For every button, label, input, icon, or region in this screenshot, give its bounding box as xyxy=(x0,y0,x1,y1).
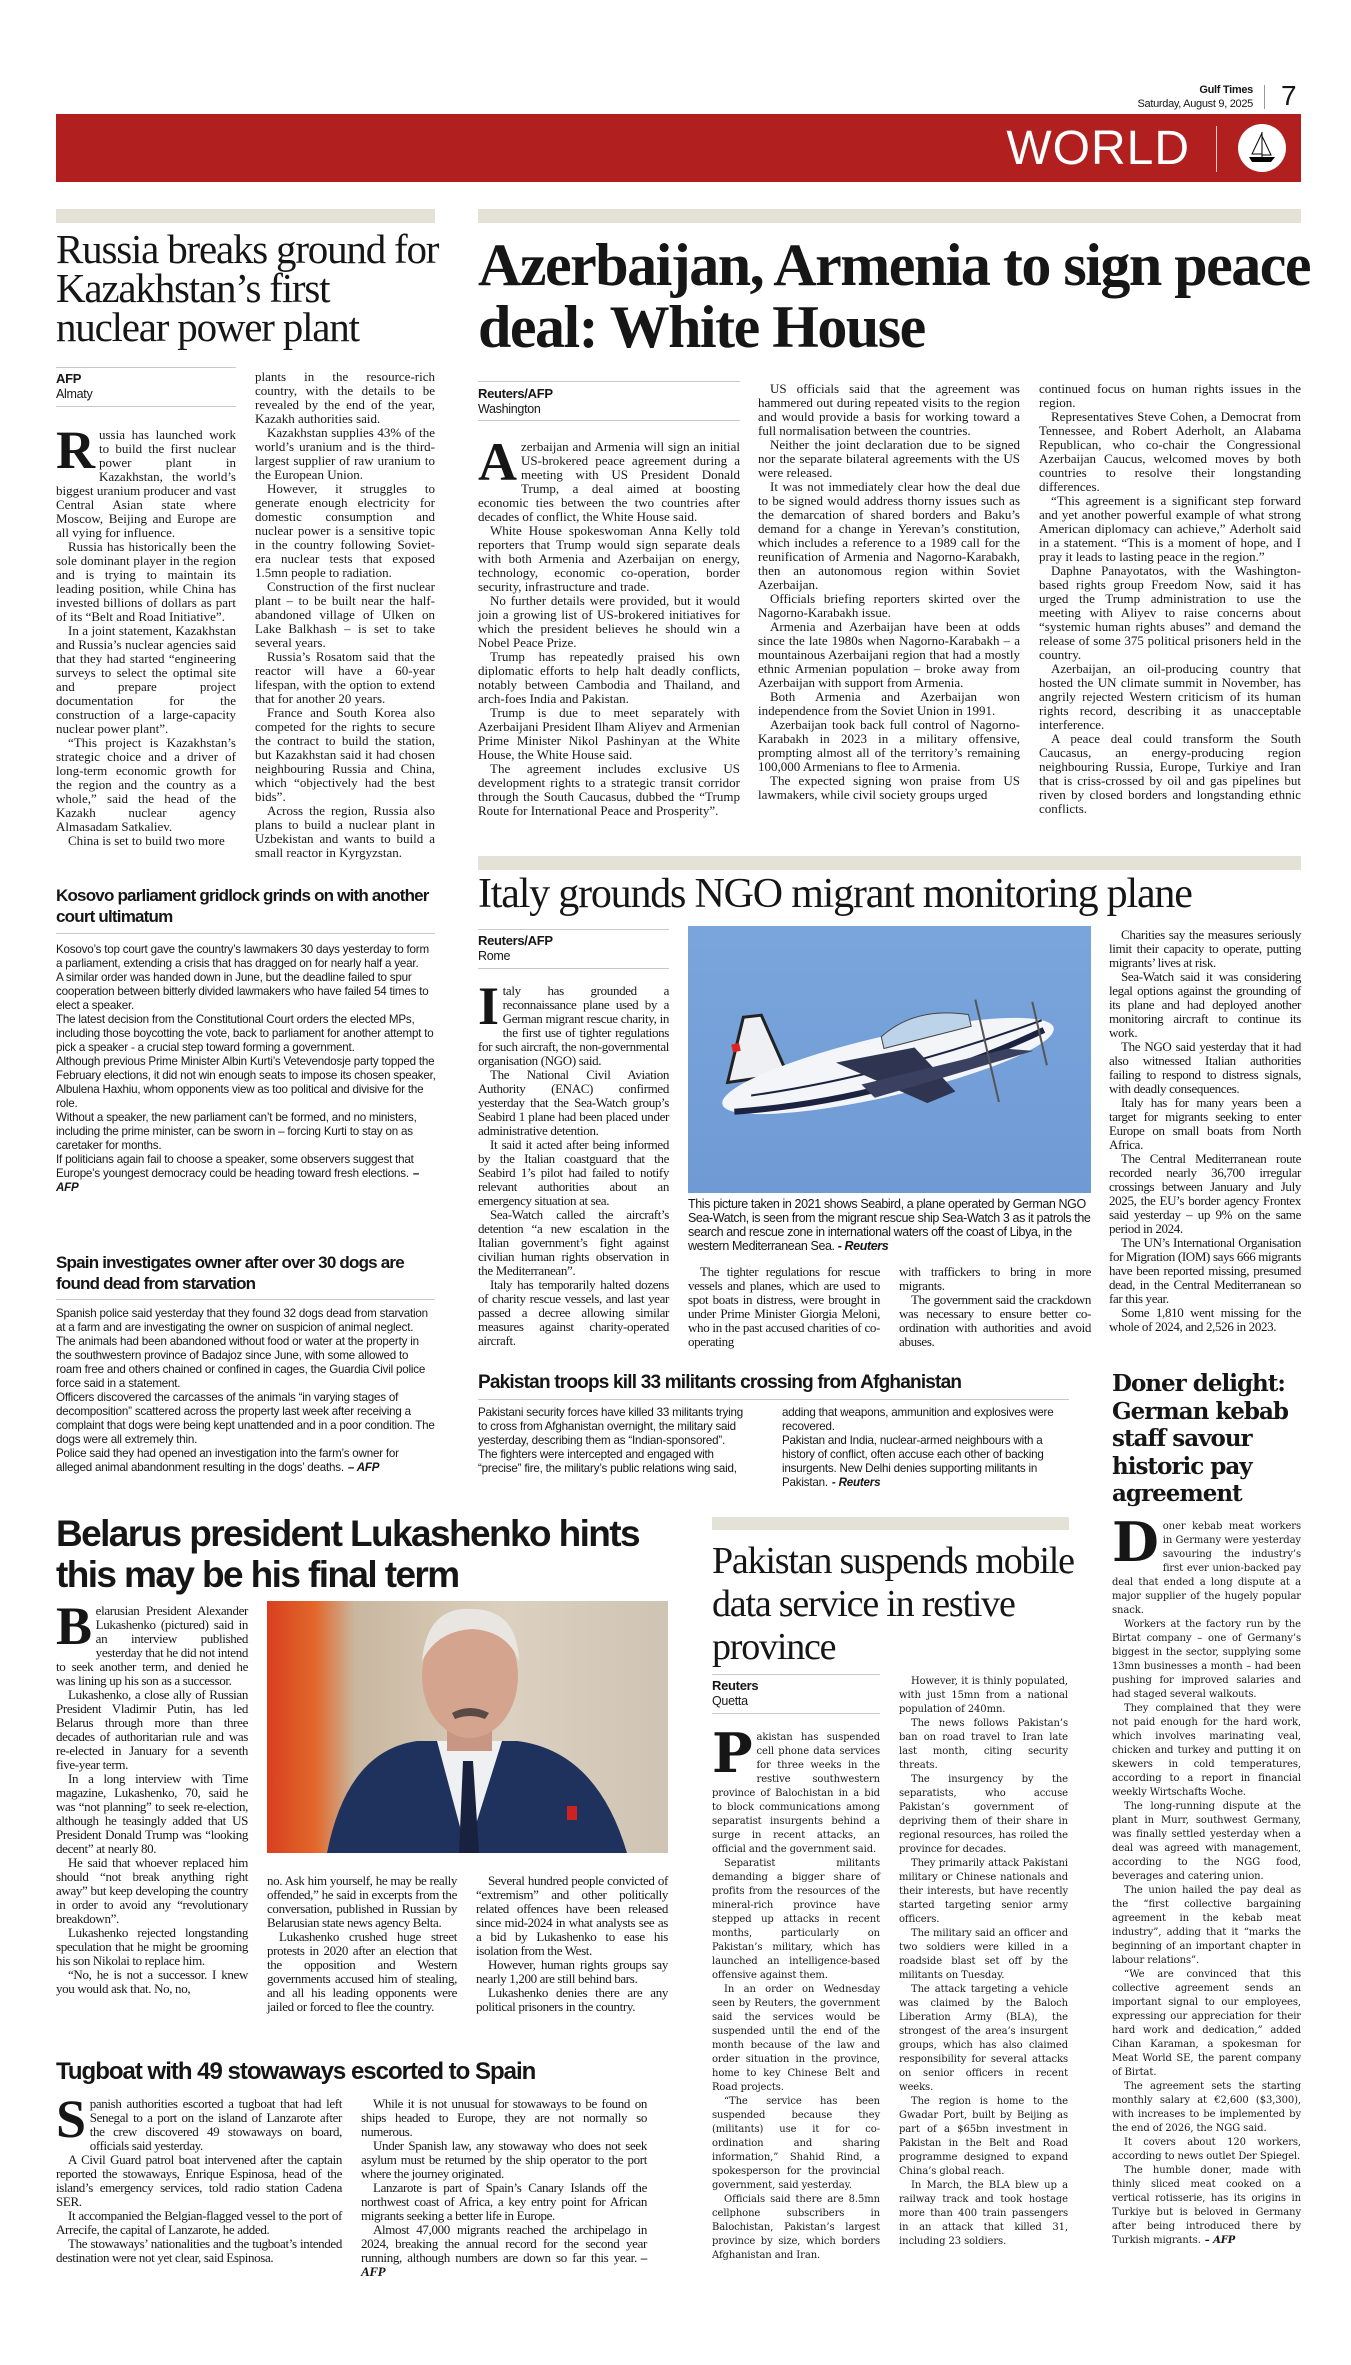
paragraph-text: The union hailed the pay deal as the “first collective bargaining agreement in the kebab meat industry”, adding that it “marks the beginning of an important chapter in labour relations”. xyxy=(1112,1885,1301,1966)
paragraph-text: While it is not unusual for stowaways to be found on ships headed to Europe, they are not normally so numerous. xyxy=(361,2096,647,2139)
paragraph xyxy=(56,1013,436,1055)
paragraph xyxy=(267,1874,457,1930)
section-accent-bar xyxy=(478,209,1301,223)
paragraph xyxy=(255,804,435,860)
lukashenko-portrait-photo xyxy=(267,1601,668,1853)
paragraph-text: Some 1,810 went missing for the whole of 2024, and 2,526 in 2023. xyxy=(1109,1305,1301,1334)
byline-rule xyxy=(712,1674,880,1675)
paragraph-text: The tighter regulations for rescue vessels and planes, which are used to spot boats in distress, were brought in under Prime Minister Giorgia Meloni, who in the past accused charities of co-operating xyxy=(688,1264,880,1349)
paragraph xyxy=(758,690,1020,718)
agency-credit: – AFP xyxy=(56,1167,420,1194)
paragraph xyxy=(712,2193,880,2263)
masthead-divider xyxy=(1264,85,1265,109)
pakistan-data-headline: Pakistan suspends mobile data service in restive province xyxy=(712,1540,1074,1668)
paragraph xyxy=(56,1596,249,1688)
tugboat-column-1 xyxy=(56,2089,342,2265)
doner-body xyxy=(1112,1510,1301,2248)
paragraph xyxy=(1112,1618,1301,1702)
paragraph xyxy=(899,1293,1091,1349)
paragraph-text: They primarily attack Pakistani military or Chinese nationals and their interests, but have recently started targeting senior army officers. xyxy=(899,1858,1068,1925)
paragraph xyxy=(758,438,1020,480)
azerbaijan-column-2 xyxy=(758,382,1020,802)
paragraph xyxy=(1039,410,1301,494)
section-accent-bar xyxy=(712,1517,1069,1530)
byline-rule xyxy=(56,406,236,407)
paragraph xyxy=(1109,1306,1301,1334)
paragraph xyxy=(478,650,740,706)
paragraph-text: In a joint statement, Kazakhstan and Russia’s nuclear agencies said that they had started “engineering surveys to select the optimal site and prepare project documentation for the construction of a large-capacity nuclear power plant”. xyxy=(56,623,236,736)
section-accent-bar xyxy=(56,209,435,223)
paragraph xyxy=(478,1068,669,1138)
paragraph xyxy=(1109,970,1301,1040)
paragraph-text: Azerbaijan and Armenia will sign an initial US-brokered peace agreement during a meeting with US President Donald Trump, a deal aimed at boosting economic ties between the two countries after decades of conflict, the White House said. xyxy=(478,432,740,524)
paragraph-text: It accompanied the Belgian-flagged vessel to the port of Arrecife, the capital of Lanzarote, he added. xyxy=(56,2208,342,2237)
paragraph xyxy=(476,1874,668,1958)
paragraph xyxy=(1112,1968,1301,2080)
spain-dogs-body xyxy=(56,1307,436,1475)
paragraph-text: A similar order was handed down in June, but the deadline failed to spur cooperation between bitterly divided lawmakers who have failed 54 times to elect a speaker. xyxy=(56,971,429,1012)
belarus-column-3 xyxy=(476,1874,668,2014)
paragraph-text: No further details were provided, but it would join a growing list of US-brokered initiatives for which the president believes he should win a Nobel Peace Prize. xyxy=(478,593,740,650)
byline-rule xyxy=(478,381,740,382)
paragraph xyxy=(712,2095,880,2193)
italy-headline: Italy grounds NGO migrant monitoring plane xyxy=(478,871,1192,917)
paragraph-text: The stowaways’ nationalities and the tugboat’s intended destination were not yet clear, said Espinosa. xyxy=(56,2236,342,2265)
paragraph xyxy=(1112,1702,1301,1800)
paragraph-text: Almost 47,000 migrants reached the archipelago in 2024, breaking the annual record for the second year running, although numbers are down so far this year. xyxy=(361,2222,647,2265)
paragraph xyxy=(56,1856,248,1926)
paragraph-text: Neither the joint declaration due to be signed nor the separate bilateral agreements with the US were released. xyxy=(758,437,1020,480)
paragraph-text: Lukashenko rejected longstanding speculation that he might be grooming his son Nikolai to replace him. xyxy=(56,1925,248,1968)
paragraph-text: “No, he is not a successor. I knew you would ask that. No, no, xyxy=(56,1967,248,1996)
paragraph-text: The NGO said yesterday that it had also witnessed Italian authorities failing to respond to distress signals, with deadly consequences. xyxy=(1109,1039,1301,1096)
paragraph xyxy=(712,1983,880,2095)
paragraph-text: Kazakhstan supplies 43% of the world’s uranium and is the third-largest supplier of raw uranium to the European Union. xyxy=(255,425,435,482)
paragraph-text: Officials briefing reporters skirted over the Nagorno-Karabakh issue. xyxy=(758,591,1020,620)
paragraph xyxy=(712,1721,880,1857)
paragraph xyxy=(478,762,740,818)
paragraph xyxy=(255,370,435,426)
tugboat-column-2 xyxy=(361,2097,647,2279)
agency-credit: - Reuters xyxy=(831,1476,881,1489)
paragraph-text: with traffickers to bring in more migrants. xyxy=(899,1264,1091,1293)
azerbaijan-headline: Azerbaijan, Armenia to sign peace deal: White House xyxy=(478,232,1311,360)
paragraph-text: Officials said there are 8.5mn cellphone subscribers in Balochistan, Pakistan’s largest province by size, which borders Afghanistan and Iran. xyxy=(712,2194,880,2261)
paragraph xyxy=(758,620,1020,690)
caption-text: This picture taken in 2021 shows Seabird, a plane operated by German NGO Sea-Watch, is seen from the migrant rescue ship Sea-Watch 3 as it patrols the search and rescue zone in international waters off the coast of Libya, in the western Mediterranean Sea. xyxy=(688,1197,1091,1253)
paragraph xyxy=(361,2223,647,2279)
paragraph-text: The agreement sets the starting monthly salary at €2,600 ($3,300), with increases to be implemented by the end of 2026, the NGG said. xyxy=(1112,2081,1301,2134)
paragraph-text: However, it is thinly populated, with just 15mn from a national population of 240mn. xyxy=(899,1676,1068,1715)
paragraph-text: Both Armenia and Azerbaijan won independence from the Soviet Union in 1991. xyxy=(758,689,1020,718)
paragraph xyxy=(782,1406,1069,1434)
paragraph xyxy=(1039,494,1301,564)
paragraph xyxy=(56,1926,248,1968)
paragraph-text: The attack targeting a vehicle was claimed by the Baloch Liberation Army (BLA), the strongest of the area’s insurgent groups, which has also claimed responsibility for several attacks on senior officers in recent weeks. xyxy=(899,1984,1068,2093)
section-title: WORLD xyxy=(1006,122,1190,175)
paragraph xyxy=(1109,1040,1301,1096)
paragraph-text: Trump is due to meet separately with Azerbaijani President Ilham Aliyev and Armenian Prime Minister Nikol Pashinyan at the White House, the White House said. xyxy=(478,705,740,762)
paragraph xyxy=(1039,564,1301,662)
paragraph-text: The region is home to the Gwadar Port, built by Beijing as part of a $65bn investment in Pakistan in the Belt and Road programme designed to expand China’s global reach. xyxy=(899,2096,1068,2177)
paragraph xyxy=(899,1773,1068,1857)
paragraph-text: Italy has for many years been a target for migrants seeking to enter Europe on small boats from North Africa. xyxy=(1109,1095,1301,1152)
paragraph xyxy=(899,2179,1068,2249)
russia-headline: Russia breaks ground for Kazakhstan’s first nuclear power plant xyxy=(56,226,439,350)
paragraph-text: The news follows Pakistan’s ban on road travel to Iran late last month, citing security threats. xyxy=(899,1718,1068,1771)
paragraph-text: Sea-Watch called the aircraft’s detention “a new escalation in the Italian government’s fight against civilian human rights observation in the Mediterranean”. xyxy=(478,1207,669,1278)
paragraph-text: In a long interview with Time magazine, Lukashenko, 70, said he was “not planning” to seek re-election, although he teasingly added that US President Donald Trump was “looking decent” at nearly 80. xyxy=(56,1771,248,1856)
paragraph xyxy=(56,1391,436,1447)
paragraph xyxy=(255,706,435,804)
azerbaijan-column-3 xyxy=(1039,382,1301,816)
page-number: 7 xyxy=(1281,80,1297,111)
russia-column-2 xyxy=(255,370,435,860)
paragraph-text: The UN’s International Organisation for Migration (IOM) says 666 migrants have been reported missing, presumed dead, in the Central Mediterranean so far this year. xyxy=(1109,1235,1301,1306)
italy-column-1 xyxy=(478,976,669,1348)
paragraph-text: The humble doner, made with thinly sliced meat cooked on a vertical rotisserie, has its origins in Turkiye but is beloved in Germany after being introduced there by Turkish migrants. xyxy=(1112,2165,1301,2246)
paragraph xyxy=(1112,2164,1301,2248)
paragraph xyxy=(56,2209,342,2237)
paragraph-text: Kosovo’s top court gave the country’s lawmakers 30 days yesterday to form a parliament, extending a crisis that has dragged on for nearly half a year. xyxy=(56,943,429,970)
paragraph xyxy=(56,1688,248,1772)
byline-rule xyxy=(478,968,669,969)
italy-column-4 xyxy=(1109,928,1301,1334)
caption-credit: - Reuters xyxy=(837,1239,889,1253)
paragraph xyxy=(56,2089,342,2153)
dhow-boat-icon xyxy=(1238,124,1286,172)
paragraph xyxy=(56,1335,436,1391)
paragraph xyxy=(1109,928,1301,970)
paragraph-text: The Central Mediterranean route recorded nearly 36,700 irregular crossings between January and July 2025, the EU’s border agency Frontex said yesterday – up 9% on the same period in 2024. xyxy=(1109,1151,1301,1236)
paragraph-text: Pakistan has suspended cell phone data services for three weeks in the restive southwestern province of Balochistan in a bid to block communications among separatist insurgents behind a surge in recent attacks, an official and the government said. xyxy=(712,1721,880,1855)
paragraph-text: A Civil Guard patrol boat intervened after the captain reported the stowaways, Enrique Espinosa, head of the island’s emergency services, told radio station Cadena SER. xyxy=(56,2152,342,2209)
paragraph xyxy=(758,718,1020,774)
azerbaijan-agency: Reuters/AFP xyxy=(478,386,553,401)
kosovo-body xyxy=(56,943,436,1195)
headline-rule xyxy=(56,933,435,934)
paragraph-text: Lukashenko denies there are any political prisoners in the country. xyxy=(476,1985,668,2014)
belarus-column-2 xyxy=(267,1874,457,2014)
paragraph xyxy=(758,774,1020,802)
paragraph-text: Workers at the factory run by the Birtat company – one of Germany’s biggest in the sector, supplying some 13mn businesses a month – had been pushing for improved salaries and had staged several walkouts. xyxy=(1112,1619,1301,1700)
paragraph-text: The fighters were intercepted and engaged with “precise” fire, the military’s public relations wing said, xyxy=(478,1448,737,1475)
paragraph-text: Trump has repeatedly praised his own diplomatic efforts to help halt deadly conflicts, notably between Cambodia and Thailand, and arch-foes India and Pakistan. xyxy=(478,649,740,706)
paragraph-text: Daphne Panayotatos, with the Washington-based rights group Freedom Now, said it has urged the Trump administration to use the meeting with Aliyev to raise concerns about “systemic human rights abuses” and demand the release of some 375 political prisoners held in the country. xyxy=(1039,563,1301,662)
paragraph-text: Without a speaker, the new parliament can’t be formed, and no ministers, including the prime minister, can be sworn in – forcing Kurti to stay on as caretaker for months. xyxy=(56,1111,417,1152)
paragraph xyxy=(1112,1800,1301,1884)
paragraph-text: Representatives Steve Cohen, a Democrat from Tennessee, and Robert Aderholt, an Alabama Republican, who co-chair the Congressional Azerbaijan Caucus, welcomed moves by both countries to resolve their longstanding differences. xyxy=(1039,409,1301,494)
russia-agency: AFP xyxy=(56,371,82,386)
paragraph-text: Across the region, Russia also plans to build a nuclear plant in Uzbekistan and wants to build a small reactor in Kyrgyzstan. xyxy=(255,803,435,860)
paragraph xyxy=(478,706,740,762)
paragraph xyxy=(56,1968,248,1996)
paragraph-text: It was not immediately clear how the deal due to be signed would address thorny issues such as the demarcation of shared borders and Baku’s demand for a change in Yerevan’s constitution, which includes a reference to a 1989 call for the reunification of Armenia and Nagorno-Karabakh, then an autonomous region within Soviet Azerbaijan. xyxy=(758,479,1020,592)
paragraph-text: Azerbaijan, an oil-producing country that hosted the UN climate summit in November, has angrily rejected Western criticism of its human rights record, describing it as unacceptable interference. xyxy=(1039,661,1301,732)
byline-rule xyxy=(56,367,236,368)
paragraph xyxy=(56,834,236,848)
paragraph-text: Russia has launched work to build the first nuclear power plant in Kazakhstan, the world’s biggest uranium producer and vast Central Asian state where Moscow, Beijing and Europe are all vying for influence. xyxy=(56,420,236,540)
pakistan-troops-column-1 xyxy=(478,1406,749,1476)
paragraph xyxy=(255,426,435,482)
paragraph-text: In an order on Wednesday seen by Reuters, the government said the services would be suspended until the end of the month because of the law and order situation in the province, home to key Chinese Belt and Road projects. xyxy=(712,1984,880,2093)
paragraph xyxy=(476,1986,668,2014)
paragraph xyxy=(782,1434,1069,1490)
paragraph-text: “The service has been suspended because they (militants) use it for co-ordination and sharing information,” Shahid Rind, a spokesperson for the provincial government, said yesterday. xyxy=(712,2096,880,2191)
italy-photo-caption xyxy=(688,1197,1093,1253)
paragraph xyxy=(56,2153,342,2209)
byline-rule xyxy=(712,1713,880,1714)
paragraph-text: The long-running dispute at the plant in Murr, southwest Germany, was finally settled yesterday when a deal was agreed with management, according to the NGG food, beverages and catering union. xyxy=(1112,1801,1301,1882)
belarus-column-1 xyxy=(56,1596,249,1996)
paragraph-text: Pakistan and India, nuclear-armed neighbours with a history of conflict, often accuse each other of backing insurgents. New Delhi denies supporting militants in Pakistan. xyxy=(782,1434,1044,1489)
paragraph-text: “This agreement is a significant step forward and yet another powerful example of what strong American diplomacy can achieve,” Aderholt said in a statement. “This is a moment of hope, and I pray it leads to lasting peace in the region.” xyxy=(1039,493,1301,564)
seabird-plane-photo xyxy=(688,926,1091,1193)
spain-dogs-headline: Spain investigates owner after over 30 dogs are found dead from starvation xyxy=(56,1253,404,1293)
issue-date: Saturday, August 9, 2025 xyxy=(1137,98,1253,110)
paragraph-text: It said it acted after being informed by the Italian coastguard that the Seabird 1’s pilot had failed to notify relevant authorities about an emergency situation at sea. xyxy=(478,1137,669,1208)
paragraph-text: In March, the BLA blew up a railway track and took hostage more than 400 train passengers in an attack that killed 31, including 23 soldiers. xyxy=(899,2180,1068,2247)
pakistan-troops-column-2 xyxy=(782,1406,1069,1490)
paragraph-text: Officers discovered the carcasses of the animals “in varying stages of decomposition” scattered across the property last week after receiving a complaint that dogs were being kept unattended and in a poor condition. The dogs were all extremely thin. xyxy=(56,1391,435,1446)
paragraph-text: “This project is Kazakhstan’s strategic choice and a driver of long-term economic growth for the region and the country as a whole,” said the head of the Kazakh nuclear agency Almasadam Satkaliev. xyxy=(56,735,236,834)
paragraph xyxy=(255,482,435,580)
paragraph-text: A peace deal could transform the South Caucasus, an energy-producing region neighbouring Russia, Europe, Turkiye and Iran that is criss-crossed by oil and gas pipelines but riven by closed borders and longstanding ethnic conflicts. xyxy=(1039,731,1301,816)
italy-agency: Reuters/AFP xyxy=(478,933,553,948)
paragraph xyxy=(56,1772,248,1856)
paragraph-text: The agreement includes exclusive US development rights to a strategic transit corridor through the South Caucasus, dubbed the “Trump Route for International Peace and Prosperity”. xyxy=(478,761,740,818)
paragraph-text: However, it struggles to generate enough electricity for domestic consumption and nuclear power is a sensitive topic in the country following Soviet-era nuclear tests that exposed 1.5mn people to radiation. xyxy=(255,481,435,580)
paragraph-text: The National Civil Aviation Authority (ENAC) confirmed yesterday that the Sea-Watch group’s Seabird 1 plane had been placed under administrative detention. xyxy=(478,1067,669,1138)
paragraph xyxy=(56,1153,436,1195)
paragraph xyxy=(1109,1152,1301,1236)
paragraph xyxy=(56,540,236,624)
paragraph-text: Although previous Prime Minister Albin Kurti’s Vetevendosje party topped the February elections, it did not win enough seats to impose its chosen speaker, Albulena Haxhiu, whom opponents view as too political and divisive for the role. xyxy=(56,1055,436,1110)
paragraph xyxy=(56,420,236,540)
paragraph xyxy=(1112,2080,1301,2136)
paragraph xyxy=(758,382,1020,438)
paragraph-text: no. Ask him yourself, he may be really offended,” he said in excerpts from the conversation, published in Russian by Belarusian state news agency Belta. xyxy=(267,1873,457,1930)
paragraph-text: Russia has historically been the sole dominant player in the region and is trying to maintain its leading position, while China has invested billions of dollars as part of its “Belt and Road Initiative”. xyxy=(56,539,236,624)
pakistan-data-column-1 xyxy=(712,1721,880,2263)
paragraph xyxy=(1112,1510,1301,1618)
paragraph xyxy=(478,524,740,594)
paragraph-text: If politicians again fail to choose a speaker, some observers suggest that Europe’s youngest democracy could be heading toward fresh elections. xyxy=(56,1153,414,1180)
paragraph-text: Lukashenko crushed huge street protests in 2020 after an election that the opposition and Western governments accused him of stealing, and all his leading opponents were jailed or forced to flee the country. xyxy=(267,1929,457,2014)
paragraph-text: Construction of the first nuclear plant – to be built near the half-abandoned village of Ulken on Lake Balkhash – is set to take several years. xyxy=(255,579,435,650)
azerbaijan-column-1 xyxy=(478,432,740,818)
banner-divider xyxy=(1216,126,1217,172)
paragraph xyxy=(267,1930,457,2014)
paragraph-text: Pakistani security forces have killed 33 militants trying to cross from Afghanistan overnight, the military said yesterday, describing them as “Indian-sponsored”. xyxy=(478,1406,744,1447)
paragraph xyxy=(899,1717,1068,1773)
paragraph xyxy=(758,480,1020,592)
azerbaijan-dateline: Washington xyxy=(478,402,541,416)
italy-dateline: Rome xyxy=(478,949,511,963)
paragraph-text: Lukashenko, a close ally of Russian President Vladimir Putin, has led Belarus through more than three decades of authoritarian rule and was re-elected in January for a seventh five-year term. xyxy=(56,1687,248,1772)
byline-rule xyxy=(478,929,669,930)
paragraph xyxy=(478,1278,669,1348)
agency-credit: – AFP xyxy=(361,2250,647,2279)
paragraph xyxy=(1039,662,1301,732)
newspaper-name: Gulf Times xyxy=(1199,84,1253,96)
paragraph xyxy=(1039,732,1301,816)
paragraph xyxy=(1109,1096,1301,1152)
paragraph-text: Azerbaijan took back full control of Nagorno-Karabakh in 2023 in a military offensive, prompting almost all of the territory’s remaining 100,000 Armenians to flee to Armenia. xyxy=(758,717,1020,774)
paragraph-text: Sea-Watch said it was considering legal options against the grounding of its plane and had deployed another monitoring aircraft to continue its work. xyxy=(1109,969,1301,1040)
paragraph xyxy=(899,1927,1068,1983)
paragraph xyxy=(255,650,435,706)
byline-rule xyxy=(478,420,740,421)
paragraph xyxy=(56,1447,436,1475)
paragraph-text: However, human rights groups say nearly 1,200 are still behind bars. xyxy=(476,1957,668,1986)
paragraph-text: White House spokeswoman Anna Kelly told reporters that Trump would sign separate deals with both Armenia and Azerbaijan on energy, technology, economic co-operation, border security, infrastructure and trade. xyxy=(478,523,740,594)
paragraph-text: The expected signing won praise from US lawmakers, while civil society groups urged xyxy=(758,773,1020,802)
pakistan-data-dateline: Quetta xyxy=(712,1694,748,1708)
paragraph xyxy=(899,1675,1068,1717)
paragraph xyxy=(758,592,1020,620)
paragraph-text: Armenia and Azerbaijan have been at odds since the late 1980s when Nagorno-Karabakh – a mountainous Azerbaijani region that had a mostly ethnic Armenian population – broke away from Azerbaijan with support from Armenia. xyxy=(758,619,1020,690)
paragraph xyxy=(56,736,236,834)
paragraph-text: “We are convinced that this collective agreement sends an important signal to our employees, expressing our appreciation for their hard work and dedication,” added Cihan Karaman, a spokesman for Meat World SE, the parent company of Birtat. xyxy=(1112,1969,1301,2078)
paragraph-text: He said that whoever replaced him should “not break anything right away” but keep developing the country in order to avoid any “revolutionary breakdown”. xyxy=(56,1855,248,1926)
agency-credit: – AFP xyxy=(1204,2235,1236,2246)
paragraph xyxy=(1039,382,1301,410)
paragraph xyxy=(478,594,740,650)
paragraph xyxy=(688,1265,880,1349)
paragraph-text: It covers about 120 workers, according to news outlet Der Spiegel. xyxy=(1112,2137,1301,2162)
italy-column-3 xyxy=(899,1265,1091,1349)
paragraph xyxy=(56,624,236,736)
paragraph-text: The latest decision from the Constitutional Court orders the elected MPs, including those boycotting the vote, back to parliament for another attempt to pick a speaker - a crucial step toward forming a government. xyxy=(56,1013,434,1054)
paragraph xyxy=(56,971,436,1013)
paragraph xyxy=(899,2095,1068,2179)
paragraph-text: Under Spanish law, any stowaway who does not seek asylum must be returned by the ship operator to the port where the journey originated. xyxy=(361,2138,647,2181)
paragraph xyxy=(255,580,435,650)
paragraph xyxy=(899,1983,1068,2095)
paragraph-text: Separatist militants demanding a bigger share of profits from the resources of the mineral-rich province have stepped up attacks in recent months, particularly on Pakistan’s military, which has launched an intelligence-based offensive against them. xyxy=(712,1858,880,1981)
paragraph xyxy=(476,1958,668,1986)
section-banner xyxy=(56,114,1301,182)
kosovo-headline: Kosovo parliament gridlock grinds on with another court ultimatum xyxy=(56,886,429,926)
section-accent-bar xyxy=(478,856,1301,870)
tugboat-headline: Tugboat with 49 stowaways escorted to Spain xyxy=(56,2058,536,2085)
pakistan-data-agency: Reuters xyxy=(712,1678,759,1693)
paragraph xyxy=(1112,2136,1301,2164)
paragraph-text: The insurgency by the separatists, who accuse Pakistan’s government of depriving them of their share in regional resources, has roiled the province for decades. xyxy=(899,1774,1068,1855)
paragraph xyxy=(899,1265,1091,1293)
doner-headline: Doner delight: German kebab staff savour historic pay agreement xyxy=(1112,1370,1288,1507)
paragraph-text: China is set to build two more xyxy=(68,833,225,848)
paragraph xyxy=(361,2139,647,2181)
agency-credit: – AFP xyxy=(347,1461,380,1474)
russia-column-1 xyxy=(56,420,236,848)
pakistan-troops-headline: Pakistan troops kill 33 militants crossing from Afghanistan xyxy=(478,1372,962,1393)
paragraph xyxy=(56,1111,436,1153)
paragraph-text: Spanish authorities escorted a tugboat that had left Senegal to a port on the island of Lanzarote after the crew discovered 49 stowaways on board, officials said yesterday. xyxy=(56,2089,342,2153)
paragraph-text: France and South Korea also competed for the rights to secure the contract to build the station, but Kazakhstan said it had chosen neighbouring Russia and China, which “objectively had the best bids”. xyxy=(255,705,435,804)
paragraph xyxy=(361,2181,647,2223)
paragraph-text: Italy has temporarily halted dozens of charity rescue vessels, and last year passed a decree allowing similar measures against charity-operated aircraft. xyxy=(478,1277,669,1348)
paragraph-text: The military said an officer and two soldiers were killed in a roadside blast set off by the militants on Tuesday. xyxy=(899,1928,1068,1981)
russia-dateline: Almaty xyxy=(56,387,93,401)
paragraph-text: plants in the resource-rich country, with the details to be revealed by the end of the year, Kazakh authorities said. xyxy=(255,369,435,426)
paragraph-text: Several hundred people convicted of “extremism” and other politically related offences have been released since mid-2024 in what analysts see as a bid by Lukashenko to ease his isolation from the West. xyxy=(476,1873,668,1958)
italy-column-2 xyxy=(688,1265,880,1349)
pakistan-data-column-2 xyxy=(899,1675,1068,2249)
paragraph-text: Lanzarote is part of Spain’s Canary Islands off the northwest coast of Africa, a key entry point for African migrants seeking a better life in Europe. xyxy=(361,2180,647,2223)
paragraph xyxy=(1112,1884,1301,1968)
paragraph-text: continued focus on human rights issues in the region. xyxy=(1039,381,1301,410)
paragraph xyxy=(478,1208,669,1278)
headline-rule xyxy=(478,1399,1069,1400)
paragraph-text: They complained that they were not paid enough for the hard work, which involves marinating veal, chicken and turkey and putting it on skewers in cold temperatures, according to a report in financial weekly Wirtschafts Woche. xyxy=(1112,1703,1301,1798)
paragraph xyxy=(1109,1236,1301,1306)
paragraph xyxy=(478,1448,749,1476)
paragraph xyxy=(712,1857,880,1983)
paragraph-text: The animals had been abandoned without food or water at the property in the southwestern province of Badajoz since June, with some allowed to roam free and others chained or confined in cages, the Guardia Civil police force said in a statement. xyxy=(56,1335,426,1390)
paragraph xyxy=(478,432,740,524)
belarus-headline: Belarus president Lukashenko hints this may be his final term xyxy=(56,1513,639,1595)
paragraph xyxy=(56,1307,436,1335)
paragraph xyxy=(361,2097,647,2139)
paragraph xyxy=(56,1055,436,1111)
paragraph-text: Charities say the measures seriously limit their capacity to operate, putting migrants’ lives at risk. xyxy=(1109,927,1301,970)
paragraph-text: Belarusian President Alexander Lukashenko (pictured) said in an interview published yesterday that he did not intend to seek another term, and denied he was lining up his son as a successor. xyxy=(56,1596,249,1688)
paragraph xyxy=(56,943,436,971)
paragraph-text: Police said they had opened an investigation into the farm’s owner for alleged animal abandonment resulting in the dogs’ deaths. xyxy=(56,1447,399,1474)
paragraph xyxy=(478,1406,749,1448)
paragraph xyxy=(478,1138,669,1208)
paragraph-text: Russia’s Rosatom said that the reactor will have a 60-year lifespan, with the option to extend that for another 20 years. xyxy=(255,649,435,706)
paragraph-text: Spanish police said yesterday that they found 32 dogs dead from starvation at a farm and are investigating the owner on suspicion of animal neglect. xyxy=(56,1307,428,1334)
paragraph xyxy=(56,2237,342,2265)
paragraph-text: US officials said that the agreement was hammered out during repeated visits to the region and would provide a basis for working toward a full normalisation between the countries. xyxy=(758,381,1020,438)
headline-rule xyxy=(56,1299,435,1300)
paragraph-text: adding that weapons, ammunition and explosives were recovered. xyxy=(782,1406,1054,1433)
paragraph xyxy=(478,976,669,1068)
paragraph-text: The government said the crackdown was necessary to ensure better co-ordination with authorities and avoid abuses. xyxy=(899,1292,1091,1349)
paragraph-text: Doner kebab meat workers in Germany were yesterday savouring the industry’s first ever union-backed pay deal that ended a long dispute at a major supplier of the hugely popular snack. xyxy=(1112,1510,1301,1616)
paragraph-text: Italy has grounded a reconnaissance plane used by a German migrant rescue charity, in the first use of tighter regulations for such aircraft, the non-governmental organisation (NGO) said. xyxy=(478,976,669,1068)
paragraph xyxy=(899,1857,1068,1927)
